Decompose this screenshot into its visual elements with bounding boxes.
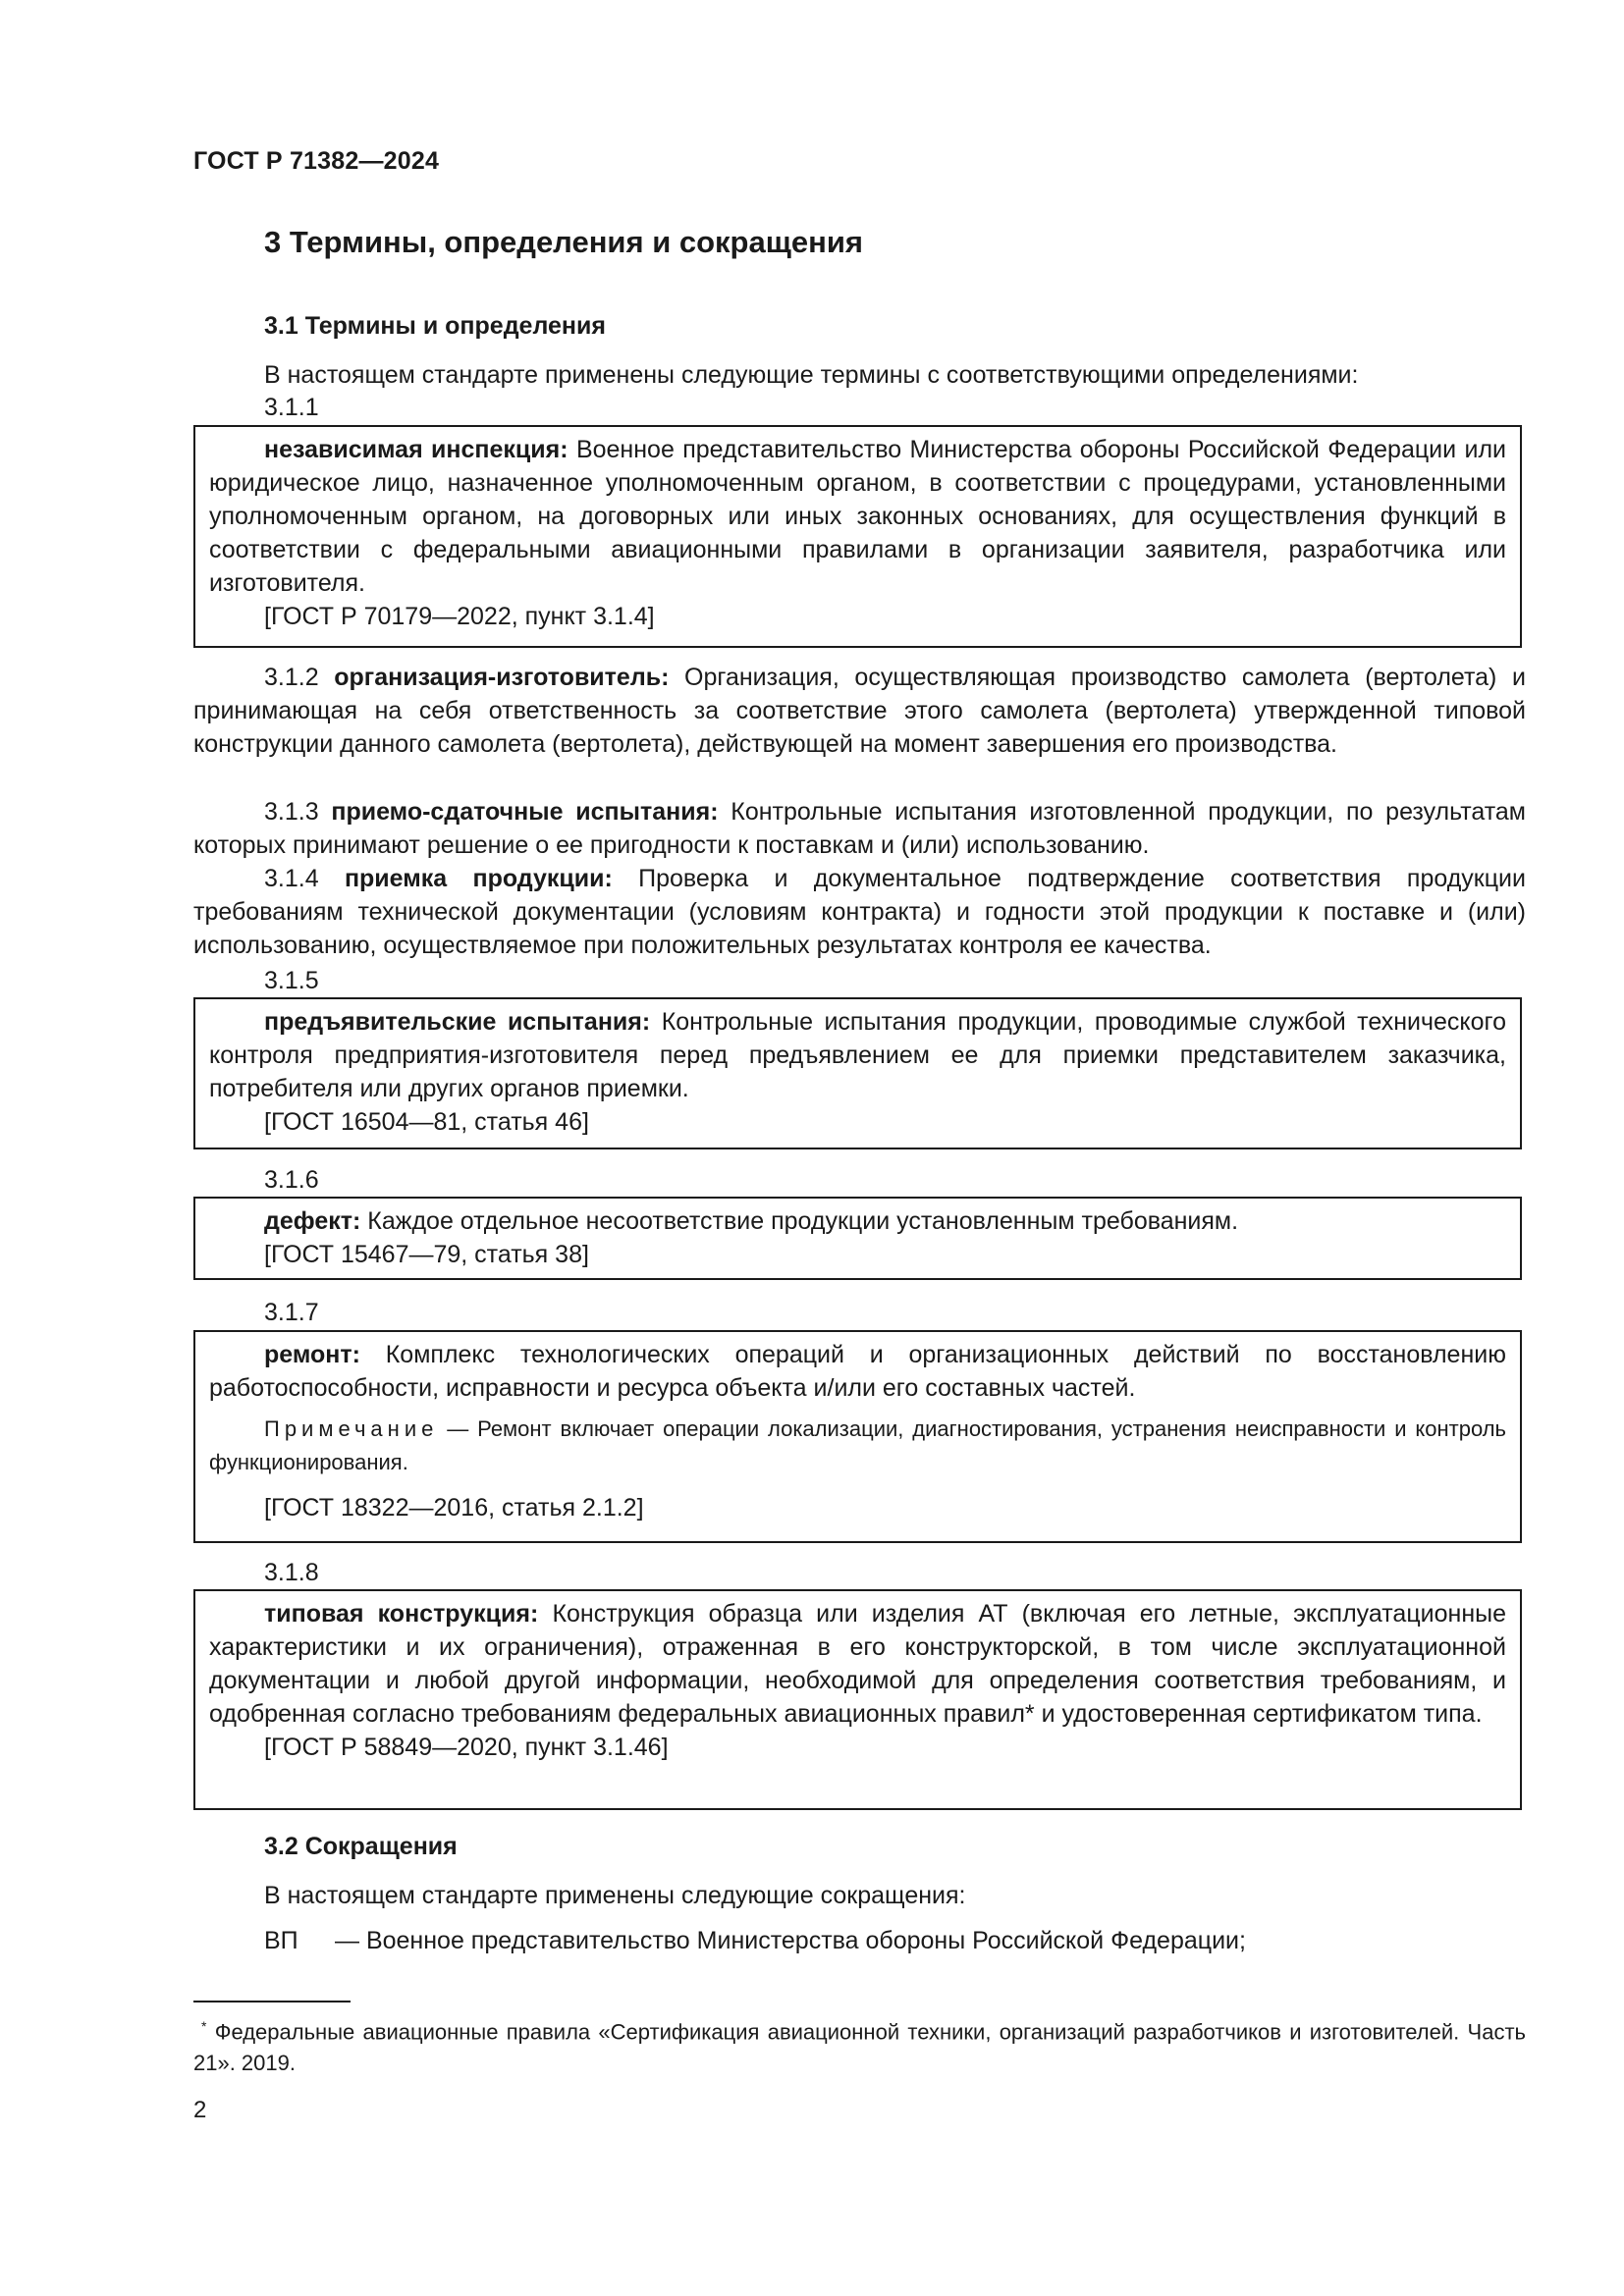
footnote-text: Федеральные авиационные правила «Сертификация авиационной техники, организаций разработчиков и изготовителей. Часть 21». 2019. [193, 2019, 1526, 2076]
term-source: [ГОСТ 15467—79, статья 38] [264, 1241, 589, 1268]
note-label: Примечание [264, 1416, 439, 1441]
footnote-divider [193, 2001, 351, 2002]
term-definition [209, 1204, 1506, 1238]
note-text: — Ремонт включает операции локализации, диагностирования, устранения неисправности и контроль функционирования. [209, 1416, 1506, 1474]
footnote [193, 2010, 1526, 2079]
term-name: ремонт: [264, 1341, 360, 1368]
term-name: независимая инспекция: [264, 436, 568, 463]
term-number-3-1-6: 3.1.6 [264, 1166, 319, 1194]
term-name: типовая конструкция: [264, 1600, 539, 1628]
abbreviations-heading: 3.2 Сокращения [264, 1833, 458, 1860]
term-text: Контрольные испытания продукции, проводимые службой технического контроля предприятия-изготовителя перед предъявлением ее для приемки представителем заказчика, потребителя или других органов приемки. [209, 1008, 1506, 1102]
document-id: ГОСТ Р 71382—2024 [193, 147, 440, 175]
term-definition [209, 1005, 1506, 1105]
term-number: 3.1.4 [264, 865, 319, 892]
term-number-3-1-1: 3.1.1 [264, 394, 319, 421]
term-name: дефект: [264, 1207, 361, 1235]
terms-heading: 3.1 Термины и определения [264, 312, 606, 340]
term-note [209, 1413, 1506, 1479]
term-definition [209, 1338, 1506, 1405]
term-paragraph-3-1-2 [193, 661, 1526, 761]
term-name: предъявительские испытания: [264, 1008, 651, 1036]
term-number: 3.1.3 [264, 798, 319, 826]
term-definition [209, 1597, 1506, 1731]
abbreviations-intro: В настоящем стандарте применены следующие сокращения: [264, 1882, 966, 1909]
abbreviation-item [264, 1924, 1246, 1957]
term-text: Каждое отдельное несоответствие продукции установленным требованиям. [367, 1207, 1239, 1235]
term-source: [ГОСТ Р 58849—2020, пункт 3.1.46] [264, 1734, 669, 1761]
term-number-3-1-8: 3.1.8 [264, 1559, 319, 1586]
abbreviation-value: — Военное представительство Министерства обороны Российской Федерации; [335, 1927, 1246, 1954]
term-box-defect [193, 1197, 1522, 1280]
term-box-presentation-tests [193, 997, 1522, 1149]
term-paragraph-3-1-4 [193, 862, 1526, 962]
term-name: организация-изготовитель: [334, 664, 670, 691]
term-text: Комплекс технологических операций и организационных действий по восстановлению работоспособности, исправности и ресурса объекта и/или его составных частей. [209, 1341, 1506, 1402]
terms-intro: В настоящем стандарте применены следующие термины с соответствующими определениями: [264, 361, 1359, 389]
term-source: [ГОСТ 18322—2016, статья 2.1.2] [264, 1494, 644, 1522]
term-text: Контрольные испытания изготовленной продукции, по результатам которых принимают решение о ее пригодности к поставкам и (или) использованию. [193, 798, 1526, 859]
term-source: [ГОСТ Р 70179—2022, пункт 3.1.4] [264, 603, 655, 630]
term-number-3-1-5: 3.1.5 [264, 967, 319, 994]
term-text: Военное представительство Министерства обороны Российской Федерации или юридическое лицо, назначенное уполномоченным органом, в соответствии с процедурами, установленными уполномоченным органом, на договорных или иных законных основаниях, для осуществления функций в соответствии с федеральными авиационными правилами в организации заявителя, разработчика или изготовителя. [209, 436, 1506, 597]
term-box-independent-inspection [193, 425, 1522, 648]
term-box-type-design [193, 1589, 1522, 1810]
term-source: [ГОСТ 16504—81, статья 46] [264, 1108, 589, 1136]
term-text: Организация, осуществляющая производство самолета (вертолета) и принимающая на себя ответственность за соответствие этого самолета (вертолета) утвержденной типовой конструкции данного самолета (вертолета), действующей на момент завершения его производства. [193, 664, 1526, 758]
term-box-repair [193, 1330, 1522, 1543]
page-number: 2 [193, 2097, 207, 2123]
term-text: Конструкция образца или изделия АТ (включая его летные, эксплуатационные характеристики и их ограничения), отраженная в его конструкторской, в том числе эксплуатационной документации и любой другой информации, необходимой для определения соответствия требованиям, и одобренная согласно требованиям федеральных авиационных правил* и удостоверенная сертификатом типа. [209, 1600, 1507, 1728]
term-number: 3.1.2 [264, 664, 319, 691]
term-paragraph-3-1-3 [193, 795, 1526, 862]
abbreviation-key: ВП [264, 1927, 298, 1954]
term-name: приемо-сдаточные испытания: [331, 798, 719, 826]
term-text: Проверка и документальное подтверждение соответствия продукции требованиям технической документации (условиям контракта) и годности этой продукции к поставке и (или) использованию, осуществляемое при положительных результатах контроля ее качества. [193, 865, 1526, 959]
term-definition [209, 433, 1506, 600]
term-name: приемка продукции: [344, 865, 613, 892]
footnote-mark: * [201, 2018, 207, 2034]
section-title: 3 Термины, определения и сокращения [264, 225, 863, 259]
term-number-3-1-7: 3.1.7 [264, 1299, 319, 1326]
